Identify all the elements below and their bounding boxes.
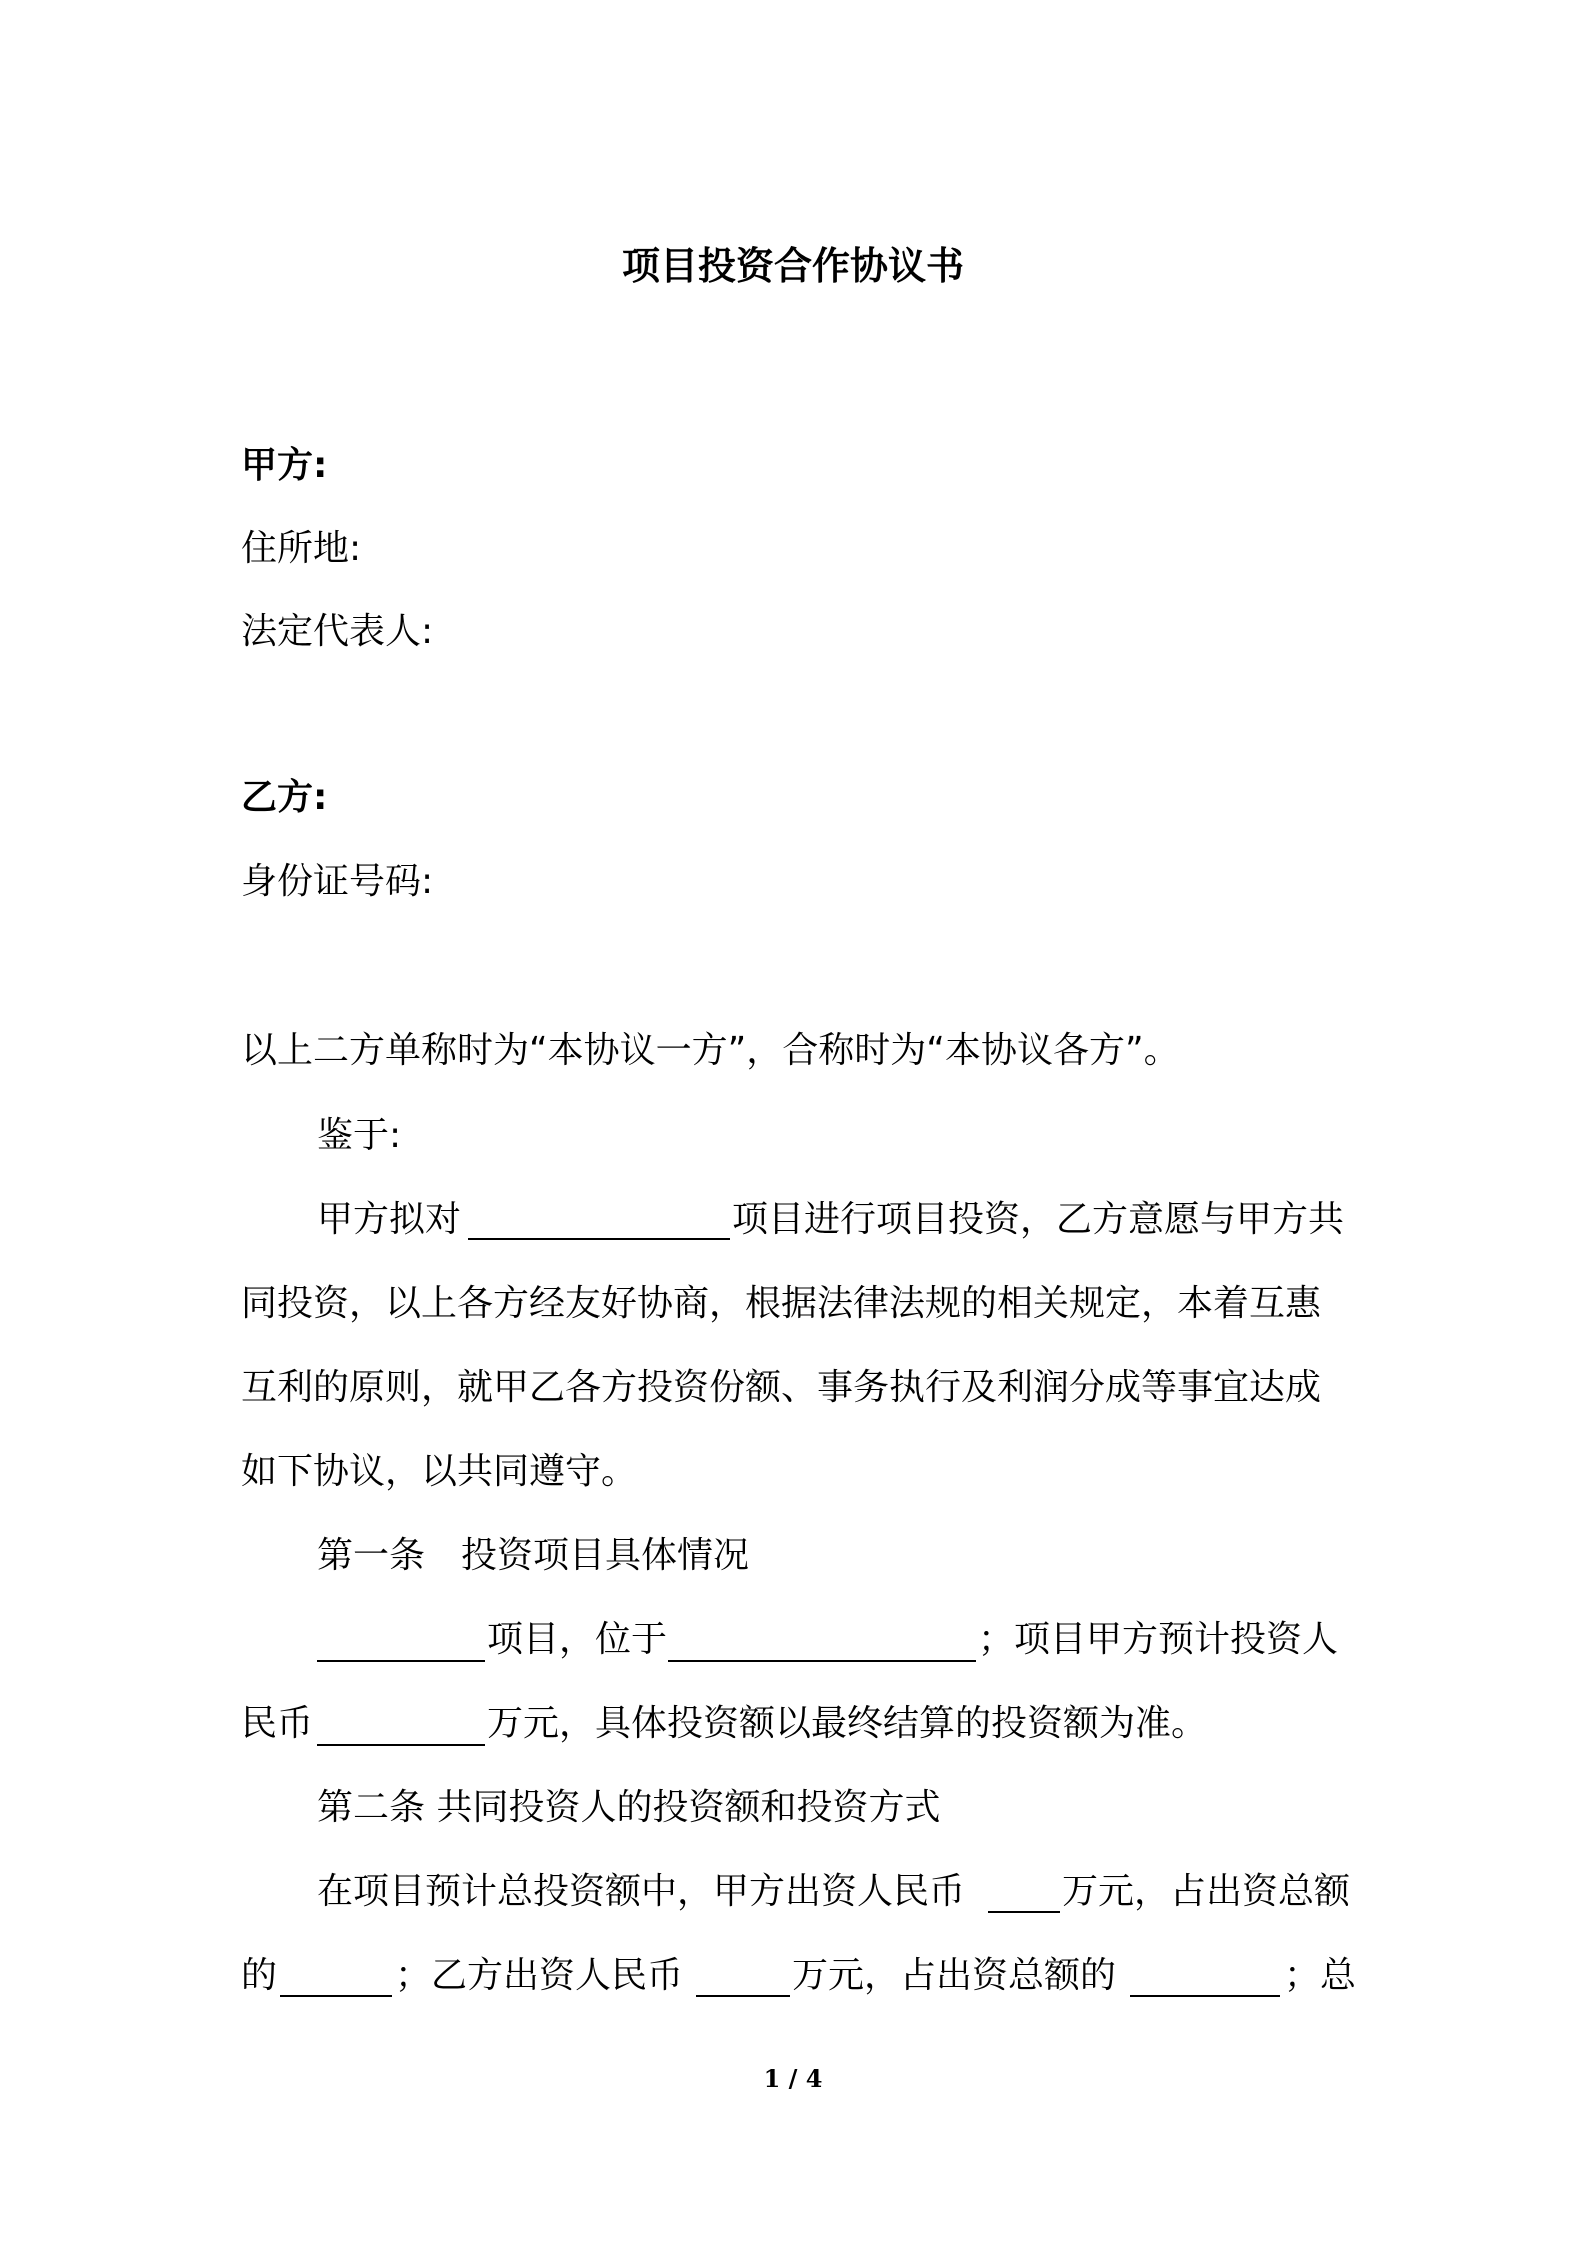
article2-line1-start: 在项目预计总投资额中，甲方出资人民币 — [317, 1871, 966, 1912]
blank-party-a-amount — [988, 1911, 1060, 1913]
blank-project-name — [468, 1238, 730, 1240]
para1-line1-end: 项目进行项目投资，乙方意愿与甲方共 — [732, 1199, 1345, 1240]
party-b-id-label: 身份证号码: — [241, 861, 434, 902]
article2-line2-b: ；乙方出资人民币 — [395, 1955, 684, 1996]
article2-line2-c: 万元，占出资总额的 — [792, 1955, 1117, 1996]
article2-line2-start: 的 — [241, 1955, 278, 1996]
blank-party-b-amount — [696, 1995, 790, 1997]
blank-project — [317, 1660, 485, 1662]
blank-investment-amount — [317, 1744, 485, 1746]
page-number: 1 / 4 — [763, 2064, 823, 2093]
party-b-label: 乙方: — [241, 777, 328, 818]
article1-line1-end: ；项目甲方预计投资人 — [978, 1619, 1339, 1660]
blank-location — [668, 1660, 976, 1662]
article2-line2-end: ；总 — [1284, 1955, 1357, 1996]
article2-heading: 第二条 共同投资人的投资额和投资方式 — [317, 1787, 941, 1828]
article1-heading: 第一条 投资项目具体情况 — [317, 1535, 750, 1576]
party-a-address-label: 住所地: — [241, 528, 362, 569]
para1-line1-start: 甲方拟对 — [317, 1199, 462, 1240]
blank-party-b-share — [1130, 1995, 1280, 1997]
intro-paragraph: 以上二方单称时为“本协议一方”，合称时为“本协议各方”。 — [241, 1030, 1180, 1071]
party-a-label: 甲方: — [241, 445, 328, 486]
para1-line2: 同投资，以上各方经友好协商，根据法律法规的相关规定，本着互惠 — [241, 1283, 1322, 1324]
party-a-representative-label: 法定代表人: — [241, 611, 434, 652]
para1-line4: 如下协议，以共同遵守。 — [241, 1451, 638, 1492]
article1-line1-mid: 项目，位于 — [487, 1619, 668, 1660]
whereas-label: 鉴于: — [317, 1115, 402, 1156]
para1-line3: 互利的原则，就甲乙各方投资份额、事务执行及利润分成等事宜达成 — [241, 1367, 1322, 1408]
article1-line2-start: 民币 — [241, 1703, 314, 1744]
article2-line1-end: 万元，占出资总额 — [1062, 1871, 1351, 1912]
document-title: 项目投资合作协议书 — [621, 244, 964, 288]
article1-line2-end: 万元，具体投资额以最终结算的投资额为准。 — [487, 1703, 1208, 1744]
blank-party-a-share — [280, 1995, 392, 1997]
